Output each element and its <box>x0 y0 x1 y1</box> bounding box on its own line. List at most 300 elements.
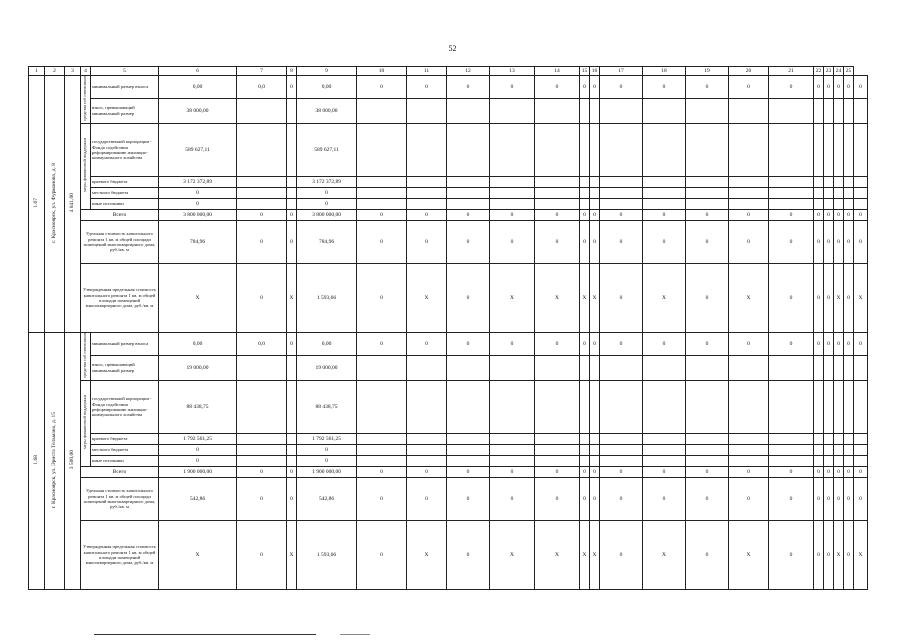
table-cell <box>769 355 814 380</box>
column-header: 24 <box>834 67 844 76</box>
table-cell <box>237 188 287 199</box>
table-cell <box>237 177 287 188</box>
table-cell: 3 172 372,89 <box>297 177 357 188</box>
table-cell: 0 <box>643 333 686 356</box>
table-row <box>29 355 868 380</box>
table-cell: 0 <box>729 478 769 521</box>
table-cell <box>535 177 580 188</box>
table-cell <box>447 381 490 434</box>
table-cell <box>357 177 407 188</box>
page-number: 52 <box>448 44 457 53</box>
table-cell: 0 <box>535 76 580 99</box>
table-cell: 0 <box>769 467 814 478</box>
table-cell <box>237 445 287 456</box>
table-cell: 0 <box>643 76 686 99</box>
table-cell <box>237 98 287 123</box>
column-header: 7 <box>237 67 287 76</box>
table-cell <box>287 124 297 177</box>
fin-support-group <box>81 124 91 210</box>
table-cell <box>287 381 297 434</box>
footer-rule-short <box>340 634 370 635</box>
table-cell <box>824 98 834 123</box>
table-cell: 1 792 561,25 <box>297 434 357 445</box>
table-row <box>29 199 868 210</box>
table-cell <box>814 124 824 177</box>
table-cell <box>287 98 297 123</box>
table-cell <box>237 434 287 445</box>
table-cell: 0 <box>769 221 814 264</box>
table-cell: 0 <box>237 521 287 590</box>
table-cell: 0 <box>490 333 535 356</box>
table-row <box>29 177 868 188</box>
row-label: взнос, превышающий минимальный размер <box>91 355 159 380</box>
table-cell <box>814 188 824 199</box>
table-cell <box>686 456 729 467</box>
table-cell: 0 <box>769 478 814 521</box>
address <box>45 76 65 333</box>
table-cell <box>535 355 580 380</box>
table-cell <box>729 456 769 467</box>
table-cell: 19 000,00 <box>159 355 237 380</box>
fin-support-group-text: меры финансовой поддержки <box>82 138 88 193</box>
table-cell <box>580 445 590 456</box>
table-cell <box>490 456 535 467</box>
item-number-text: 1.67 <box>33 198 40 208</box>
table-cell <box>407 199 447 210</box>
table-cell <box>407 124 447 177</box>
table-cell: 0 <box>834 478 844 521</box>
table-cell <box>237 456 287 467</box>
table-cell: 0 <box>729 221 769 264</box>
table-cell <box>729 124 769 177</box>
table-cell <box>447 199 490 210</box>
table-cell: 0 <box>590 333 600 356</box>
table-cell: 0 <box>834 221 844 264</box>
table-cell <box>769 445 814 456</box>
table-cell <box>357 124 407 177</box>
table-cell <box>729 177 769 188</box>
table-cell <box>814 355 824 380</box>
table-cell <box>834 199 844 210</box>
table-cell: 3 172 372,89 <box>159 177 237 188</box>
table-cell <box>844 381 854 434</box>
table-cell <box>490 124 535 177</box>
column-header: 15 <box>580 67 590 76</box>
footer-rule <box>94 634 316 635</box>
table-cell <box>287 177 297 188</box>
table-cell: 0 <box>814 264 824 333</box>
table-cell: 0 <box>854 467 868 478</box>
table-cell: 0 <box>357 221 407 264</box>
row-label: Утвержденная предельная стоимость капитального ремонта 1 кв. м общей площади помещений многоквартирного дома, руб./кв. м <box>81 521 159 590</box>
table-cell <box>490 177 535 188</box>
row-label: Удельная стоимость капитального ремонта 1 кв. м общей площади помещений многоквартирного дома, руб./кв. м <box>81 478 159 521</box>
table-cell <box>590 355 600 380</box>
table-cell: 0 <box>729 76 769 99</box>
table-cell <box>600 98 643 123</box>
table-cell: 0 <box>535 333 580 356</box>
table-cell <box>643 445 686 456</box>
capital-repair-table <box>28 66 868 590</box>
fin-support-group-text: меры финансовой поддержки <box>82 395 88 450</box>
row-label: местного бюджета <box>91 188 159 199</box>
table-cell: X <box>580 521 590 590</box>
table-cell: 784,96 <box>297 221 357 264</box>
table-cell: 0 <box>357 478 407 521</box>
table-cell <box>729 355 769 380</box>
table-cell <box>600 124 643 177</box>
column-header: 25 <box>844 67 854 76</box>
table-cell: 0 <box>535 210 580 221</box>
table-cell: 0 <box>590 210 600 221</box>
table-cell: 0 <box>590 467 600 478</box>
table-cell: 0 <box>490 210 535 221</box>
table-cell: 0 <box>590 478 600 521</box>
row-label: Удельная стоимость капитального ремонта 1 кв. м общей площади помещений многоквартирного дома, руб./кв. м <box>81 221 159 264</box>
row-label: Всего <box>81 467 159 478</box>
table-cell <box>824 456 834 467</box>
table-cell: 0 <box>814 333 824 356</box>
table-cell <box>407 445 447 456</box>
column-header: 5 <box>91 67 159 76</box>
column-header: 12 <box>447 67 490 76</box>
table-cell <box>407 355 447 380</box>
table-cell: X <box>159 521 237 590</box>
table-cell: 542,86 <box>297 478 357 521</box>
table-cell <box>407 434 447 445</box>
table-cell: 0 <box>159 456 237 467</box>
table-cell: 0 <box>297 456 357 467</box>
own-funds-group <box>81 333 91 381</box>
table-cell <box>729 98 769 123</box>
table-cell: 0 <box>237 210 287 221</box>
table-cell: 0 <box>580 76 590 99</box>
table-cell: 0 <box>447 221 490 264</box>
table-cell: 0 <box>407 467 447 478</box>
table-cell <box>490 188 535 199</box>
table-cell <box>686 124 729 177</box>
table-row <box>29 210 868 221</box>
table-cell: 0 <box>580 333 590 356</box>
table-cell: 0 <box>447 76 490 99</box>
table-cell: 0 <box>834 467 844 478</box>
row-label: минимальный размер взноса <box>91 333 159 356</box>
table-cell: X <box>535 521 580 590</box>
table-cell: X <box>854 521 868 590</box>
table-cell <box>600 434 643 445</box>
table-cell <box>287 445 297 456</box>
table-cell: 0 <box>686 264 729 333</box>
table-cell: X <box>490 521 535 590</box>
table-cell: 0 <box>447 478 490 521</box>
area <box>65 333 81 590</box>
table-cell <box>643 434 686 445</box>
table-cell <box>729 434 769 445</box>
table-cell <box>535 199 580 210</box>
table-cell: 0 <box>600 467 643 478</box>
table-cell: 38 000,00 <box>159 98 237 123</box>
row-label: местного бюджета <box>91 445 159 456</box>
table-cell: 0 <box>824 521 834 590</box>
table-cell: 0 <box>824 264 834 333</box>
table-cell: 0 <box>814 467 824 478</box>
table-cell <box>769 456 814 467</box>
table-cell: 0 <box>357 521 407 590</box>
table-cell <box>844 98 854 123</box>
table-cell <box>600 188 643 199</box>
table-cell: 0 <box>824 76 834 99</box>
table-cell: 0 <box>447 210 490 221</box>
table-cell <box>590 456 600 467</box>
table-cell <box>834 381 844 434</box>
column-header: 16 <box>590 67 600 76</box>
table-cell: 0 <box>159 188 237 199</box>
table-cell <box>834 188 844 199</box>
table-cell <box>769 188 814 199</box>
table-cell: 0,0 <box>237 333 287 356</box>
table-cell <box>357 199 407 210</box>
table-cell: 0,00 <box>297 333 357 356</box>
table-cell <box>643 98 686 123</box>
table-cell: 0 <box>824 221 834 264</box>
own-funds-group <box>81 76 91 124</box>
table-cell <box>834 456 844 467</box>
table-cell: 589 627,11 <box>159 124 237 177</box>
table-cell <box>769 434 814 445</box>
row-label: Утвержденная предельная стоимость капитального ремонта 1 кв. м общей площади помещений многоквартирного дома, руб./кв. м <box>81 264 159 333</box>
table-cell <box>447 98 490 123</box>
table-cell <box>287 188 297 199</box>
table-cell <box>490 98 535 123</box>
header-row <box>29 67 868 76</box>
table-cell: X <box>590 264 600 333</box>
table-cell <box>686 177 729 188</box>
table-cell <box>844 355 854 380</box>
table-row <box>29 221 868 264</box>
table-cell: 784,96 <box>159 221 237 264</box>
table-cell: 0 <box>686 333 729 356</box>
table-cell: 0 <box>580 467 590 478</box>
table-cell: 0 <box>643 467 686 478</box>
table-cell: X <box>834 264 844 333</box>
table-cell <box>824 199 834 210</box>
table-row <box>29 467 868 478</box>
item-number <box>29 76 45 333</box>
table-cell <box>357 445 407 456</box>
table-cell: 0 <box>686 210 729 221</box>
table-cell <box>854 199 868 210</box>
table-cell: 0 <box>686 221 729 264</box>
table-cell: 0 <box>357 210 407 221</box>
table-cell <box>834 124 844 177</box>
table-cell: 0 <box>824 478 834 521</box>
table-cell <box>814 434 824 445</box>
table-cell: 0 <box>643 478 686 521</box>
table-cell: 0 <box>490 467 535 478</box>
table-cell <box>769 177 814 188</box>
table-cell <box>643 177 686 188</box>
column-header: 8 <box>287 67 297 76</box>
table-cell: 0 <box>357 333 407 356</box>
table-cell: 0 <box>237 467 287 478</box>
own-funds-group-text: средства соб ственников <box>82 333 88 378</box>
table-cell: 0 <box>490 221 535 264</box>
table-cell <box>447 124 490 177</box>
table-cell: 0 <box>580 210 590 221</box>
area-text: 4 841,00 <box>69 193 76 213</box>
table-cell <box>824 124 834 177</box>
table-cell <box>407 381 447 434</box>
table-cell: 0 <box>769 333 814 356</box>
table-cell <box>535 98 580 123</box>
table-cell <box>729 188 769 199</box>
table-cell: X <box>407 521 447 590</box>
table-cell: 0 <box>600 478 643 521</box>
table-cell: 0 <box>490 76 535 99</box>
column-header: 14 <box>535 67 580 76</box>
table-cell: 19 000,00 <box>297 355 357 380</box>
table-cell: 0 <box>854 221 868 264</box>
table-cell <box>580 381 590 434</box>
item-number <box>29 333 45 590</box>
row-label: государственной корпорации - Фонда содействия реформированию жилищно-коммунального хозяйства <box>91 381 159 434</box>
area <box>65 76 81 333</box>
table-cell: 0 <box>600 76 643 99</box>
table-cell <box>814 381 824 434</box>
table-cell <box>580 434 590 445</box>
table-cell <box>535 381 580 434</box>
table-cell <box>447 177 490 188</box>
table-cell <box>447 434 490 445</box>
table-cell: 0 <box>814 210 824 221</box>
table-cell: 0 <box>686 467 729 478</box>
table-cell: 0 <box>237 478 287 521</box>
table-cell: 0 <box>580 478 590 521</box>
column-header: 13 <box>490 67 535 76</box>
table-cell <box>824 177 834 188</box>
table-cell <box>854 434 868 445</box>
table-cell: 0 <box>844 210 854 221</box>
address <box>45 333 65 590</box>
table-cell: 0 <box>769 76 814 99</box>
table-cell: 1 593,66 <box>297 264 357 333</box>
table-cell: 0 <box>600 210 643 221</box>
table-cell <box>590 177 600 188</box>
table-cell: 0 <box>769 210 814 221</box>
table-cell <box>844 177 854 188</box>
table-cell: 0 <box>159 199 237 210</box>
table-cell: X <box>580 264 590 333</box>
column-header: 22 <box>814 67 824 76</box>
table-cell: 0,00 <box>159 76 237 99</box>
table-cell <box>824 445 834 456</box>
table-cell: 0 <box>844 467 854 478</box>
table-cell: 0 <box>834 76 844 99</box>
table-cell: 0 <box>844 478 854 521</box>
table-cell <box>580 355 590 380</box>
table-cell <box>834 177 844 188</box>
table-cell <box>580 177 590 188</box>
table-cell <box>834 98 844 123</box>
table-cell: 0 <box>824 210 834 221</box>
table-cell: 0 <box>287 221 297 264</box>
table-cell: 0 <box>824 333 834 356</box>
table-cell: 0 <box>686 76 729 99</box>
table-cell: 0 <box>535 221 580 264</box>
table-cell: 0 <box>590 76 600 99</box>
row-label: краевого бюджета <box>91 177 159 188</box>
table-cell <box>769 124 814 177</box>
table-cell <box>686 355 729 380</box>
table-cell <box>535 434 580 445</box>
table-cell: 0 <box>844 221 854 264</box>
table-cell <box>600 177 643 188</box>
table-cell <box>287 355 297 380</box>
table-cell: X <box>834 521 844 590</box>
table-cell <box>287 434 297 445</box>
column-header: 21 <box>769 67 814 76</box>
table-cell <box>357 381 407 434</box>
table-cell: 0 <box>686 521 729 590</box>
table-row <box>29 264 868 333</box>
table-cell: 0 <box>844 333 854 356</box>
table-cell: 0 <box>769 521 814 590</box>
table-cell <box>490 381 535 434</box>
table-row <box>29 188 868 199</box>
table-row <box>29 456 868 467</box>
table-cell <box>590 434 600 445</box>
table-cell <box>535 456 580 467</box>
table-row <box>29 98 868 123</box>
table-cell: 0 <box>297 188 357 199</box>
table-cell <box>834 355 844 380</box>
column-header: 1 <box>29 67 45 76</box>
table-cell <box>447 445 490 456</box>
table-cell: 0 <box>287 76 297 99</box>
table-cell <box>580 199 590 210</box>
table-row <box>29 381 868 434</box>
table-cell <box>854 355 868 380</box>
table-cell: 0 <box>814 478 824 521</box>
table-cell: 0,00 <box>297 76 357 99</box>
table-cell: 3 800 000,00 <box>159 210 237 221</box>
table-cell <box>447 188 490 199</box>
table-cell <box>357 98 407 123</box>
table-row <box>29 478 868 521</box>
table-cell <box>814 177 824 188</box>
table-cell: X <box>159 264 237 333</box>
table-cell: 0 <box>447 264 490 333</box>
table-cell <box>643 188 686 199</box>
table-cell <box>824 434 834 445</box>
table-cell <box>490 199 535 210</box>
table-cell <box>600 381 643 434</box>
table-cell: X <box>643 264 686 333</box>
table-cell <box>854 445 868 456</box>
table-cell: X <box>287 521 297 590</box>
table-cell <box>824 381 834 434</box>
table-cell <box>769 199 814 210</box>
table-cell: X <box>535 264 580 333</box>
row-label: минимальный размер взноса <box>91 76 159 99</box>
table-cell <box>814 98 824 123</box>
table-cell: 0 <box>447 467 490 478</box>
table-cell <box>590 199 600 210</box>
table-cell: 0 <box>729 210 769 221</box>
table-cell <box>580 98 590 123</box>
row-label: краевого бюджета <box>91 434 159 445</box>
table-cell <box>590 188 600 199</box>
